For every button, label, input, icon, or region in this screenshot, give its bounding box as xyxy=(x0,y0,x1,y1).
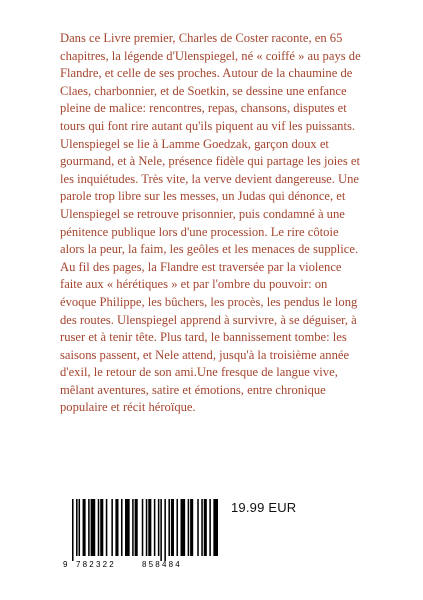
barcode-bar xyxy=(176,499,178,556)
barcode-bar xyxy=(168,499,170,556)
barcode-bars xyxy=(72,499,220,561)
barcode-bar xyxy=(154,499,156,556)
barcode-bar xyxy=(197,499,199,556)
barcode-bar xyxy=(201,499,203,556)
barcode-bar xyxy=(91,499,96,556)
barcode-bar xyxy=(188,499,190,556)
barcode-bar xyxy=(76,499,78,556)
barcode-bar xyxy=(171,499,174,556)
barcode-bar xyxy=(135,499,138,556)
barcode-bar xyxy=(83,499,86,556)
price-label: 19.99 EUR xyxy=(231,500,297,515)
barcode-bar xyxy=(115,499,118,556)
barcode-bar xyxy=(125,499,130,556)
blurb-paragraph-2: Ulenspiegel se lie à Lamme Goedzak, garçon doux et gourmand, et à Nele, présence fidèle qui partage les joies et les inquiétudes. Très vite, la verve devient dangereuse. Une parole trop libre sur les messes, un Judas qui dénonce, et Ulenspiegel se retrouve prisonnier, puis condamné à une pénitence publique lors d'une procession. Le rire côtoie alors la peur, la faim, les geôles et les menaces de supplice. xyxy=(60,136,361,257)
barcode-left-digits: 782322 xyxy=(76,560,116,569)
barcode-bar xyxy=(106,499,108,556)
barcode-bar xyxy=(88,499,90,556)
isbn-barcode xyxy=(60,497,220,570)
barcode-bar xyxy=(181,499,186,556)
barcode-bar xyxy=(204,499,207,556)
barcode-bar xyxy=(132,499,134,556)
barcode-bar xyxy=(121,499,123,556)
blurb-paragraph-1: Dans ce Livre premier, Charles de Coster raconte, en 65 chapitres, la légende d'Ulenspiegel, né « coiffé » au pays de Flandre, et celle de ses proches. Autour de la chaumine de Claes, charbonnier, et de Soetkin, se dessine une enfance pleine de malice: rencontres, repas, chansons, disputes et tours qui font rire autant qu'ils piquent au vif les puissants. xyxy=(60,31,361,133)
barcode-bar xyxy=(100,499,103,556)
barcode-bar xyxy=(148,499,151,556)
barcode-lead-digit: 9 xyxy=(63,560,68,569)
barcode-bar xyxy=(146,499,148,556)
barcode-bar xyxy=(213,499,218,556)
barcode-bar xyxy=(164,499,166,561)
barcode-bar xyxy=(142,499,144,556)
barcode-bar xyxy=(160,499,162,561)
barcode-bar xyxy=(111,499,113,556)
barcode-graphic xyxy=(60,497,220,570)
barcode-bar xyxy=(209,499,211,556)
barcode-right-digits: 858484 xyxy=(142,560,182,569)
barcode-bar xyxy=(98,499,100,556)
barcode-bar xyxy=(158,499,160,556)
barcode-bar xyxy=(79,499,81,556)
blurb-paragraph-3: Au fil des pages, la Flandre est traversée par la violence faite aux « hérétiques » et par l'ombre du pouvoir: on évoque Philippe, les bûchers, les procès, les pendus le long des routes. Ulenspiegel apprend à survivre, à se déguiser, à ruser et à tenir tête. Plus tard, le bannissement tombe: les saisons passent, et Nele attend, jusqu'à la troisième année d'exil, le retour de son ami.Une fresque de langue vive, mêlant aventures, satire et émotions, entre chronique populaire et récit héroïque. xyxy=(60,259,358,415)
barcode-bar xyxy=(72,499,74,561)
back-cover-blurb xyxy=(60,30,365,417)
barcode-bar xyxy=(190,499,193,556)
